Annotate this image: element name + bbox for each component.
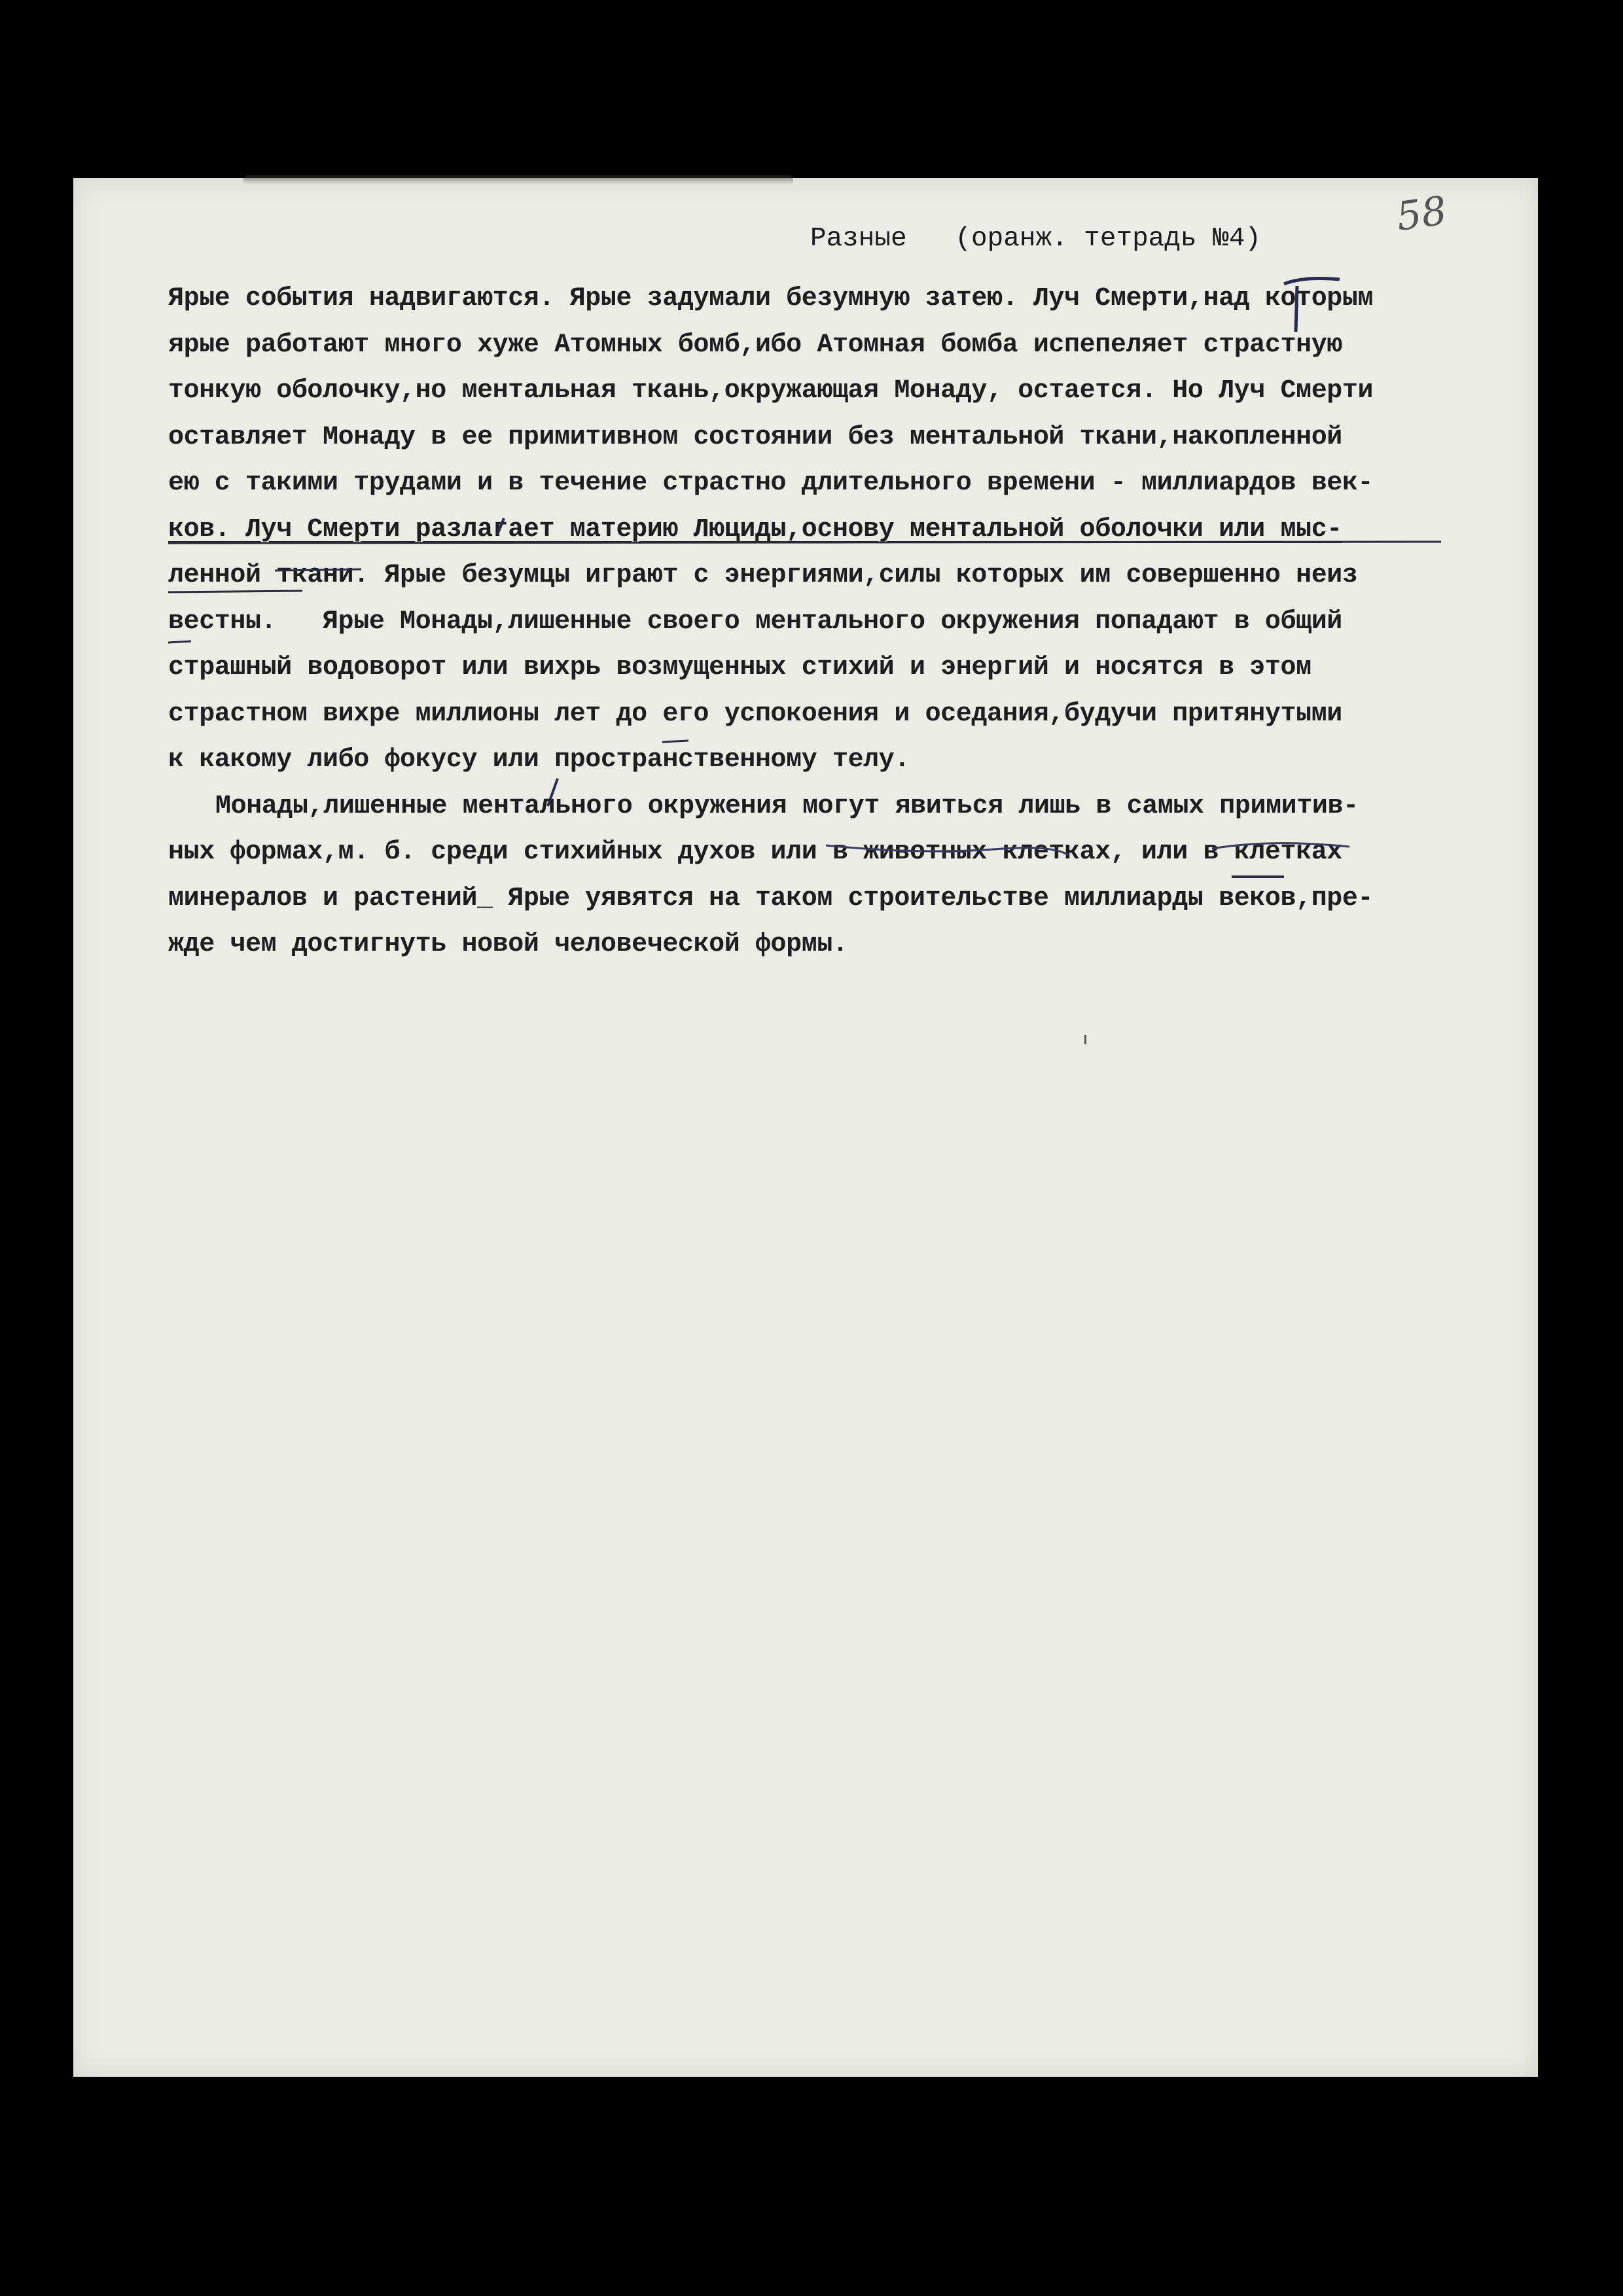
document-page bbox=[73, 178, 1538, 2077]
text-line: к какому либо фокусу или пространственному телу. bbox=[168, 745, 910, 775]
text-line: ярые работают много хуже Атомных бомб,ибо Атомная бомба испепеляет страстную bbox=[168, 330, 1342, 360]
text-line: страшный водоворот или вихрь возмущенных стихий и энергий и носятся в этом bbox=[168, 653, 1311, 682]
text-line: минералов и растений_ Ярые уявятся на таком строительстве миллиарды веков,пре- bbox=[168, 883, 1374, 913]
text-line-underlined: ков. Луч Смерти разлагает материю Люциды,основу ментальной оболочки или мыс- bbox=[168, 514, 1342, 544]
scan-smudge bbox=[243, 175, 793, 185]
text-line: вестны. Ярые Монады,лишенные своего ментального окружения попадают в общий bbox=[168, 607, 1342, 637]
handwritten-page-number: 58 bbox=[1393, 188, 1450, 240]
typed-body bbox=[168, 276, 1490, 968]
page-header: Разные (оранж. тетрадь №4) bbox=[810, 224, 1261, 254]
text-line: жде чем достигнуть новой человеческой формы. bbox=[168, 930, 848, 959]
text-line: ных формах,м. б. среди стихийных духов или в животных клетках, или в клетках bbox=[168, 838, 1342, 867]
text-line: оставляет Монаду в ее примитивном состоянии без ментальной ткани,накопленной bbox=[168, 422, 1342, 452]
text-line: страстном вихре миллионы лет до его успокоения и оседания,будучи притянутыми bbox=[168, 699, 1342, 729]
text-line: тонкую оболочку,но ментальная ткань,окружающая Монаду, остается. Но Луч Смерти bbox=[168, 376, 1374, 406]
text-line: ею с такими трудами и в течение страстно длительного времени - миллиардов век- bbox=[168, 468, 1374, 498]
text-line: ленной ткани. Ярые безумцы играют с энергиями,силы которых им совершенно неиз bbox=[168, 561, 1358, 590]
pen-stray-mark bbox=[1084, 1035, 1086, 1044]
text-line-indented: Монады,лишенные ментального окружения могут явиться лишь в самых примитив- bbox=[215, 791, 1359, 821]
text-line: Ярые события надвигаются. Ярые задумали безумную затею. Луч Смерти,над которым bbox=[168, 284, 1374, 313]
